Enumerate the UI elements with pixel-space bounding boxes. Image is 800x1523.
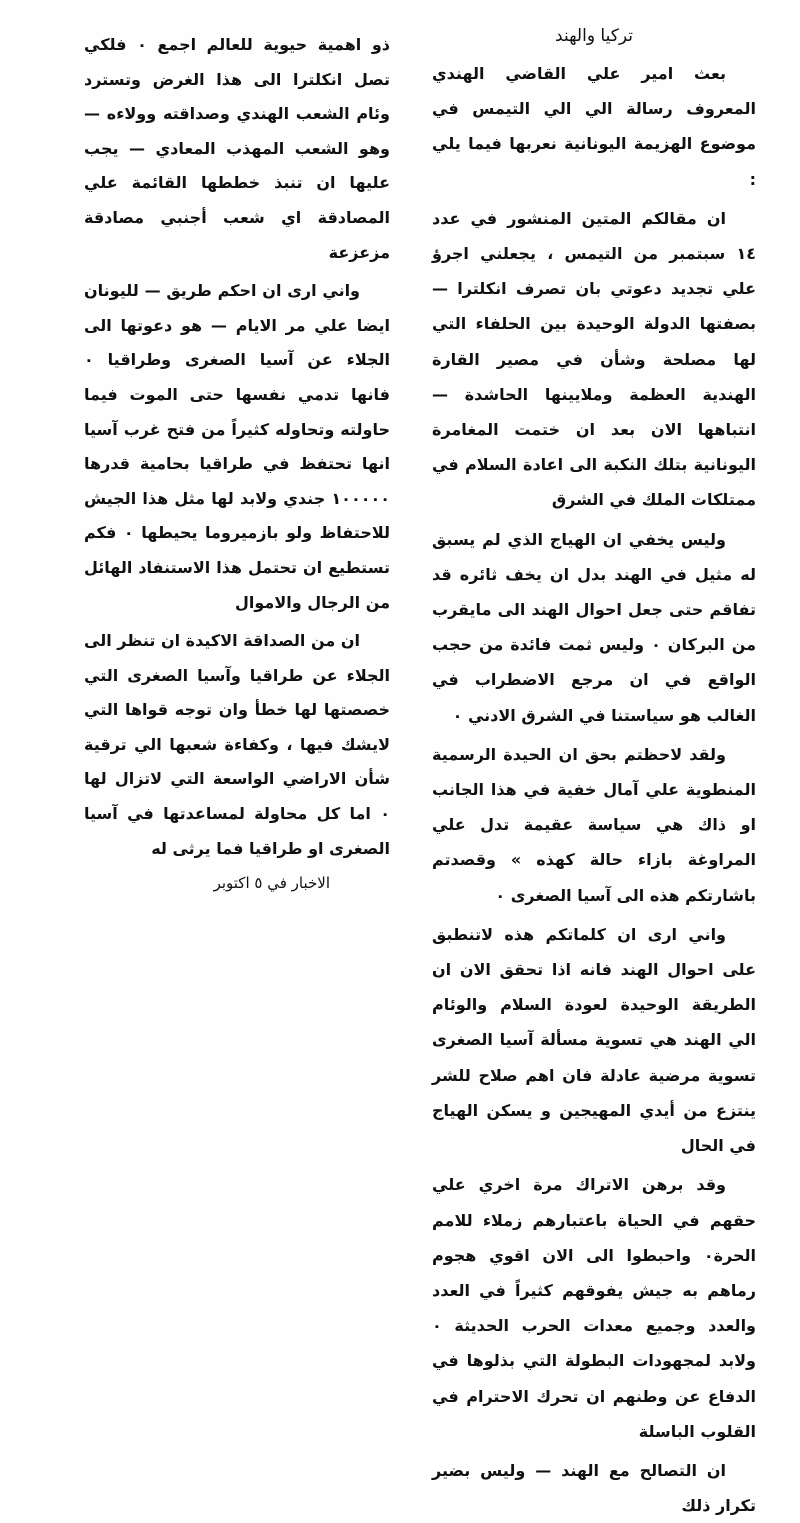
right-column xyxy=(432,22,756,1523)
paragraph-unrest-india: وليس يخفي ان الهياج الذي لم يسبق له مثيل في الهند بدل ان يخف ثائره قد تفاقم حتى جعل احوال الهند الى مايقرب من البركان ٠ وليس ثمت فائدة من حجب الواقع في ان مرجع الاضطراب في الغالب هو سياستنا في الشرق الادني ٠ xyxy=(432,529,756,725)
paragraph-true-friendship: ان من الصداقة الاكيدة ان تنظر الى الجلاء عن طراقيا وآسيا الصغرى التي خصصتها لها خطأ وان توجه قواها التي لايشك فيها ، وكفاءة شعبها الي ترقية شأن الاراضي الواسعة التي لاتزال لها ٠ اما كل محاولة لمساعدتها في آسيا الصغرى او طراقيا فما يرثى له xyxy=(84,631,390,858)
paragraph-continuation: ذو اهمية حيوية للعالم اجمع ٠ فلكي تصل انكلترا الى هذا الغرض وتسترد وئام الشعب الهندي وصداقته وولاءه — وهو الشعب المهذب المعادي — يجب عليها ان تنبذ خططها القائمة علي المصادقة اي شعب أجنبي مصادقة مزعزعة xyxy=(84,35,390,262)
paragraph-intro: بعث امير علي القاضي الهندي المعروف رسالة الي الي التيمس في موضوع الهزيمة اليونانية نعربها فيما يلي : xyxy=(432,64,756,189)
left-column xyxy=(84,28,390,901)
paragraph-greece-withdrawal: واني ارى ان احكم طريق — لليونان ايضا علي مر الايام — هو دعوتها الى الجلاء عن آسيا الصغرى وطراقيا ٠ فانها تدمي نفسها حتى الموت فيما حاولته وتحاوله كثيراً من فتح غرب آسيا انها تحتفظ في طراقيا بحامية قدرها ١٠٠٠٠٠ جندي ولابد لها مثل هذا الجيش للاحتفاظ ولو بازميروما يحيطها ٠ فكم تستطيع ان تحتمل هذا الاستنفاد الهائل من الرجال والاموال xyxy=(84,281,390,612)
paragraph-reconciliation: ان التصالح مع الهند — وليس بضير تكرار ذلك xyxy=(432,1460,756,1516)
paragraph-neutrality: ولقد لاحظتم بحق ان الحيدة الرسمية المنطوية علي آمال خفية في هذا الجانب او ذاك هي سياسة عقيمة تدل علي المراوغة بازاء حالة كهذه » وقصدتم باشارتكم هذه الى آسيا الصغرى ٠ xyxy=(432,744,756,905)
paragraph-turks-proved: وقد برهن الاتراك مرة اخري علي حقهم في الحياة باعتبارهم زملاء للامم الحرة٠ واحبطوا الى الان اقوي هجوم رماهم به جيش يفوقهم كثيراً في العدد والعدد وجميع معدات الحرب الحديثة ٠ ولابد لمجهودات البطولة التي بذلوها في الدفاع عن وطنهم ان تحرك الاحترام في القلوب الباسلة xyxy=(432,1175,756,1441)
paragraph-asia-minor-settlement: واني ارى ان كلماتكم هذه لاتنطبق على احوال الهند فانه اذا تحقق الان ان الطريقة الوحيدة لعودة السلام والوئام الي الهند هي تسوية مسألة آسيا الصغرى تسوية مرضية عادلة فان اهم صلاح للشر ينتزع من أيدي المهيجين و يسكن الهياج في الحال xyxy=(432,924,756,1156)
article-title: تركيا والهند xyxy=(555,26,633,46)
paragraph-times-article: ان مقالكم المتين المنشور في عدد ١٤ سبتمبر من التيمس ، يجعلني اجرؤ علي تجديد دعوتي بان تصرف انكلترا — بصفتها الدولة الوحيدة بين الحلفاء التي لها مصلحة وشأن في مصير القارة الهندية العظمة وملايينها الحاشدة — انتباهها الان بعد ان ختمت المغامرة اليونانية بتلك النكبة الى اعادة السلام في ممتلكات الملك في الشرق xyxy=(432,208,756,510)
source-signature: الاخبار في ٥ اكتوبر xyxy=(213,874,330,893)
